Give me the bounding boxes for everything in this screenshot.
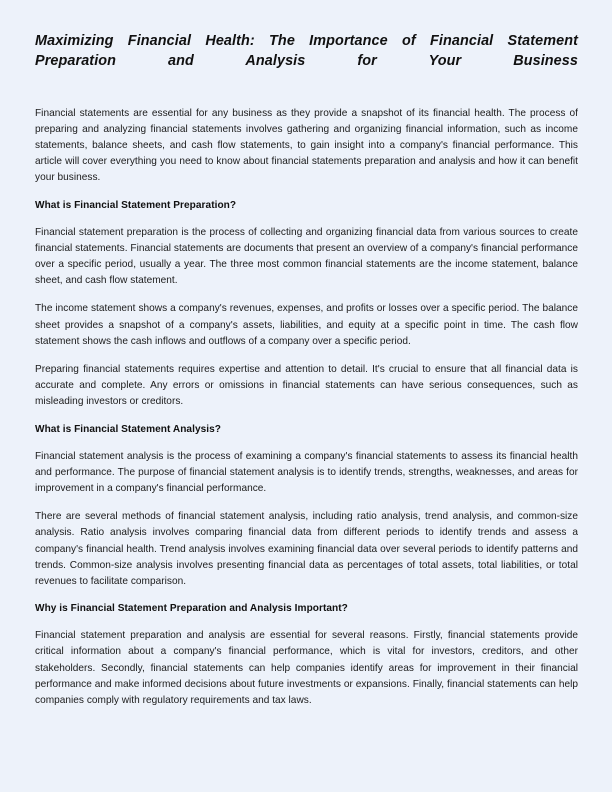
- section-heading-financial-statement-analysis: What is Financial Statement Analysis?: [35, 423, 222, 435]
- section-2-paragraph-1: Financial statement analysis is the process of examining a company's financial statements to assess its financial health and performance. The purpose of financial statement analysis is to identify trends, strengths, weaknesses, and areas for improvement in a company's financial performance.: [35, 450, 578, 494]
- section-2-paragraph-2: There are several methods of financial statement analysis, including ratio analysis, trend analysis, and common-size analysis. Ratio analysis involves comparing financial data from different periods to identify trends and assess a company's financial health. Trend analysis involves examining financial data over several periods to identify patterns and trends. Common-size analysis involves presenting financial data as percentages of total assets, total liabilities, or total revenues to facilitate comparison.: [35, 511, 578, 587]
- page-title: Maximizing Financial Health: The Importance of Financial Statement Preparation and Analysis for Your Business: [35, 33, 578, 69]
- intro-paragraph: Financial statements are essential for any business as they provide a snapshot of its financial health. The process of preparing and analyzing financial statements involves gathering and organizing financial information, such as income statements, balance sheets, and cash flow statements, to gain insight into a company's financial performance. This article will cover everything you need to know about financial statements preparation and analysis and how it can benefit your business.: [35, 107, 578, 184]
- section-heading-financial-statement-preparation: What is Financial Statement Preparation?: [35, 199, 237, 211]
- section-1-paragraph-2: The income statement shows a company's revenues, expenses, and profits or losses over a specific period. The balance sheet provides a snapshot of a company's assets, liabilities, and equity at a specific point in time. The cash flow statement shows the cash inflows and outflows of a company over a specific period.: [35, 303, 578, 347]
- section-1-paragraph-3: Preparing financial statements requires expertise and attention to detail. It's crucial to ensure that all financial data is accurate and complete. Any errors or omissions in financial statements can have serious consequences, such as misleading investors or creditors.: [35, 363, 578, 408]
- section-heading-why-important: Why is Financial Statement Preparation and Analysis Important?: [35, 603, 348, 615]
- section-1-paragraph-1: Financial statement preparation is the process of collecting and organizing financial data from various sources to create financial statements. Financial statements are documents that present an overview of a company's financial performance over a specific period, usually a year. The three most common financial statements are the income statement, balance sheet, and cash flow statement.: [35, 226, 578, 287]
- section-3-paragraph-1: Financial statement preparation and analysis are essential for several reasons. Firstly, financial statements provide critical information about a company's financial performance, which is vital for investors, creditors, and other stakeholders. Secondly, financial statements can help companies identify areas for improvement in their financial performance and make informed decisions about future investments or expansions. Finally, financial statements can help companies comply with regulatory requirements and tax laws.: [35, 630, 578, 706]
